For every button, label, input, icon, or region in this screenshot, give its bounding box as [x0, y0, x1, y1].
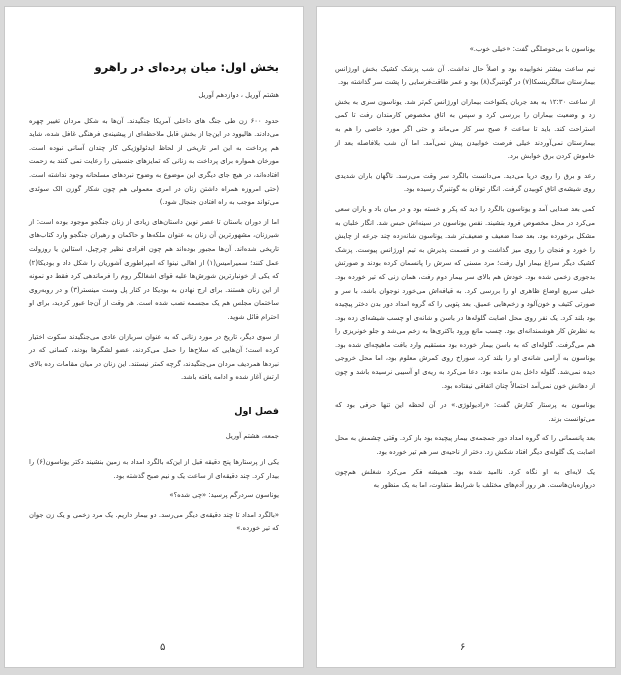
paragraph: یوناسون با بی‌حوصلگی گفت: «خیلی خوب.»: [469, 45, 595, 53]
paragraph: یک لایه‌ای به او نگاه کرد. ناامید شده بود. همیشه فکر می‌کرد شغلش هم‌چون دروازه‌بان‌هاست. هر روز آدم‌های مختلف با شرایط متفاوت، اما به یک منظور به: [335, 467, 595, 490]
paragraph: بعد پانسمانی را که گروه امداد دور جمجمه‌ی بیمار پیچیده بود باز کرد. وقتی چشمش به محل اصابت یک گلوله‌ی دیگر افتاد شکش زد. دختر از ناحیه‌ی سر هم تیر خورده بود.: [335, 434, 595, 457]
book-page-left: [4, 6, 304, 668]
paragraph: یوناسون به پرستار کنارش گفت: «رادیولوژی.» در آن لحظه این تنها حرفی بود که می‌توانست بزند.: [335, 401, 595, 423]
chapter-date: جمعه، هشتم آوریل: [225, 432, 279, 441]
spacer: [29, 391, 279, 405]
book-page-right: [316, 6, 616, 668]
paragraph: اما از دوران باستان تا عصر نوین داستان‌های زیادی از زنان جنگجو موجود بوده است: از شیرزنان، مشهورترین آن زنان به عنوان ملکه‌ها و حاکمان و رهبران جنگجو وارد کتاب‌های تاریخی شده‌اند. آن‌ها مجبور بوده‌اند هم چون افرادی نظیر چرچیل، استالین یا روزولت عمل کنند؛ سمیرامیس(۱) از اهالی نینوا که امپراطوری آشوریان را شکل داد و بودیکا(۲) که یکی از خونبارترین شورش‌ها علیه قوای اشغالگر روم را فرماندهی کرد فقط دو نمونه از این زنان هستند. برای ارج نهادن به بودیکا در کنار پل وست مینستر(۳) و در روبه‌روی ساختمان مجلس هم یک مجسمه نصب شده است. هر وقت از آن‌جا عبور کردید، برای او احترام قائل شوید.: [29, 217, 279, 321]
paragraph: از ساعت ۱۲:۳۰ به بعد جریان یکنواخت بیماران اورژانس کم‌تر شد. یوناسون سری به بخش زد و وضعیت بیماران را بررسی کرد و سپس به اتاق مخصوص کارمندان رفت تا کمی استراحت کند. باید تا ساعت ۶ صبح سر کار می‌ماند و حتی اگر مورد خاصی را هم به بیمارستان نمی‌آوردند خیلی فرصت خوابیدن پیش نمی‌آمد. اما آن شب بلافاصله بعد از خاموش کردن برق خوابش برد.: [335, 97, 595, 161]
paragraph: یکی از پرستارها پنج دقیقه قبل از این‌که بالگرد امداد به زمین بنشیند دکتر یوناسون(۶) را بیدار کرد. چند دقیقه‌ای از ساعت یک و نیم صبح گذشته بود.: [29, 458, 280, 480]
page-right-content: [335, 43, 595, 499]
page-number: ۵: [160, 642, 166, 653]
paragraph: یوناسون سردرگم پرسید: «چی شده؟»: [169, 491, 279, 500]
page-number: ۶: [460, 642, 466, 653]
paragraph: نیم ساعت بیشتر نخوابیده بود و اصلاً حال نداشت. آن شب پزشک کشیک بخش اورژانس بیمارستان سالگرینسکا(۷) در گوتنبرگ(۸) بود و عمر طاقت‌فرسایی را پشت سر گذاشته بود.: [335, 64, 595, 87]
section-title: بخش اول: میان پرده‌ای در راهرو: [94, 60, 279, 74]
paragraph: رعد و برق را روی دریا می‌دید. می‌دانست بالگرد سر وقت می‌رسد. ناگهان باران شدیدی روی شیشه‌ی اتاق کوبیدن گرفت. انگار توفان به گوتنبرگ رسیده بود.: [335, 171, 595, 194]
paragraph: کمی بعد صدایی آمد و یوناسون بالگرد را دید که پکر و خسته بود و در میان باد و باران سعی می‌کرد در محل مخصوص فرود بنشیند. نفس یوناسون در سینه‌اش حبس شد. انگار خلبان به مشکل برخورده بود. بعد صدا ضعیف و ضعیف‌تر شد. یوناسون شانه‌زده چند جرعه از چایش را خورد و فنجان را روی میز گذاشت و در قسمت پذیرش به تیم اورژانس پیوست. پزشک کشیک دیگر سراغ بیمار اول رفت؛ مرد مسنی که سرش را پانسمان کرده بودند و صورتش بدجوری زخمی شده بود. خودش هم بالای سر بیمار دوم رفت، همان زنی که تیر خورده بود. خیلی سریع اوضاع ظاهری او را بررسی کرد. به قیافه‌اش می‌خورد نوجوان باشد، با سر و صورتی کثیف و خون‌آلود و زخم‌هایی عمیق. بعد پتویی را که گروه امداد دور بدن دختر پیچیده بود بلند کرد. یک نفر روی محل اصابت گلوله‌ها در باسن و شانه‌ی او چسب شیشه‌ای زده بود. به نظرش کار هوشمندانه‌ای بود. چسب مانع ورود باکتری‌ها به زخم می‌شد و جلو خونریزی را هم می‌گرفت. گلوله‌ای که به باسن بیمار خورده بود مستقیم وارد بافت ماهیچه‌ای شده بود. یوناسون به آرامی شانه‌ی او را بلند کرد، سوراخ روی کمرش معلوم بود، اما محل خروجی دیده نمی‌شد. گلوله داخل بدن مانده بود. دعا می‌کرد به ریه‌ی او آسیبی نرسیده باشد و چون از دهانش خون نمی‌آمد احتمالاً چنان اتفاقی نیفتاده بود.: [335, 204, 595, 390]
paragraph: حدود ۶۰۰ زن طی جنگ های داخلی آمریکا جنگیدند. آن‌ها به شکل مردان تغییر چهره می‌دادند. هالیوود در این‌جا از بخش قابل ملاحظه‌ای از پیشینه‌ی فرهنگی غافل شده، شاید هم پرداخت به این امر تاریخی از لحاظ ایدئولوژیکی کار چندان آسانی نبوده است. مورخان همواره برای پرداخت به زنانی که تمایزهای جنسیتی را رعایت نمی کنند به زحمت افتاده‌اند، در هیچ جای دیگری این موضوع به وضوح نبردهای مسلحانه وجود نداشته است. (حتی امروزه همراه داشتن زنان در امری معمولی هم چون شکار گوزن الک سوئدی می‌تواند موجب به راه افتادن جنجال شود.): [29, 116, 279, 207]
date-line: هشتم آوریل ، دوازدهم آوریل: [198, 91, 279, 99]
page-left-content: [29, 59, 279, 542]
paragraph: «بالگرد امداد تا چند دقیقه‌ی دیگر می‌رسد. دو بیمار داریم. یک مرد زخمی و یک زن جوان که تیر خورده.»: [29, 510, 279, 533]
paragraph: از سوی دیگر، تاریخ در مورد زنانی که به عنوان سربازان عادی می‌جنگیدند سکوت اختیار کرده است؛ آن‌هایی که سلاح‌ها را حمل می‌کردند، عضو لشگرها بودند، کسانی که در نبردها همردیف مردان می‌جنگیدند، گرچه کمتر نیستند. این زنان در میان مقامات رده بالای ارتش آغاز شده و ادامه یافته باشد.: [29, 332, 279, 382]
chapter-title: فصل اول: [234, 405, 279, 417]
